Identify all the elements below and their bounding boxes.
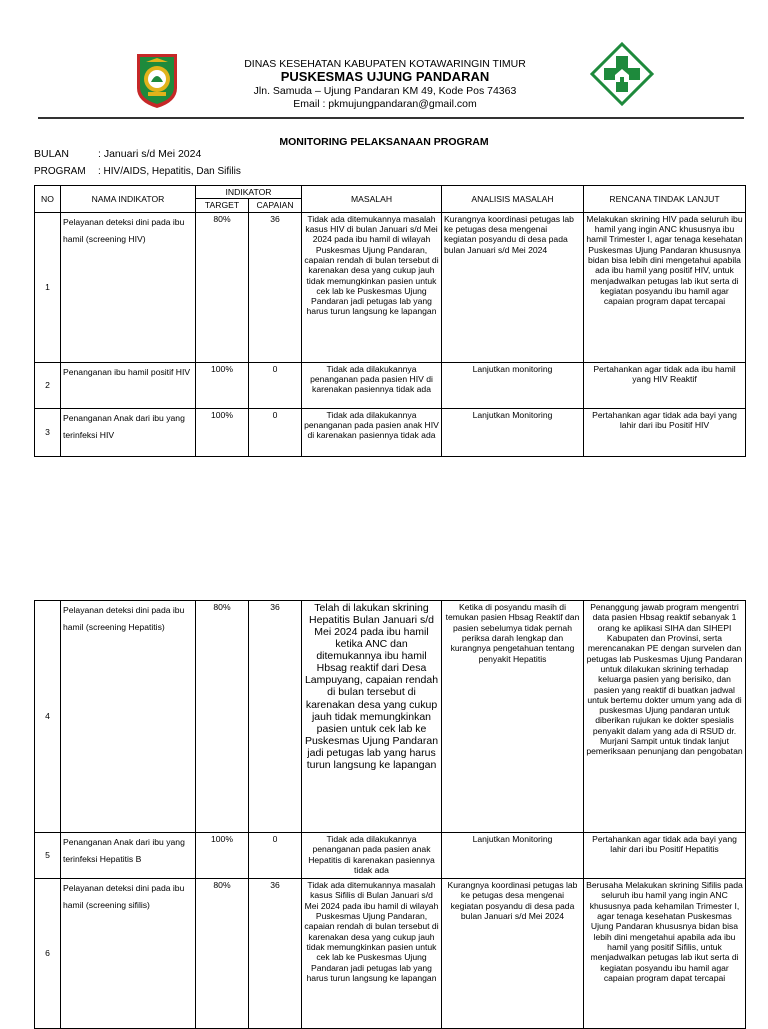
monitoring-table-part-1 (34, 185, 746, 457)
table-row (35, 212, 746, 362)
row-capaian: 36 (249, 879, 302, 1029)
header-masalah: MASALAH (302, 186, 442, 213)
bulan-value: : Januari s/d Mei 2024 (98, 148, 202, 160)
bulan-line (34, 148, 201, 160)
row-target: 100% (196, 833, 249, 879)
row-target: 80% (196, 601, 249, 833)
row-no: 2 (35, 362, 61, 408)
table-row (35, 408, 746, 456)
puskesmas-green-cross-icon (590, 42, 654, 106)
row-nama-indikator: Pelayanan deteksi dini pada ibu hamil (screening HIV) (61, 212, 196, 362)
table-row (35, 362, 746, 408)
row-capaian: 0 (249, 362, 302, 408)
row-no: 5 (35, 833, 61, 879)
table-row (35, 601, 746, 833)
row-rencana: Penanggung jawab program mengentri data pasien Hbsag reaktif sebanyak 1 orang ke aplikasi SIHA dan SIHEPI Kabupaten dan Provinsi, serta merencanakan PE dengan survelen dan petugas lab Puskesmas Ujung Pandaran untuk dilakukan skrining terhadap keluarga pasien yang berisiko, dan pasien yang reaktif di buatkan jadwal untuk bertemu dokter umum yang ada di puskesmas Ujung pandaran untuk diberikan rujukan ke dokter spesialis penyakit dalam yang ada di RSUD dr. Murjani Sampit untuk tindak lanjut pemeriksaan penunjang dan pengobatan (584, 601, 746, 833)
row-masalah: Telah di lakukan skrining Hepatitis Bulan Januari s/d Mei 2024 pada ibu hamil ketika ANC dan ditemukannya ibu hamil Hbsag reaktif dari Desa Lampuyang, capaian rendah di bulan tersebut di karenakan desa yang cukup jauh tidak memungkinkan pasien untuk cek lab ke Puskesmas Ujung Pandaran jadi petugas lab yang harus turun langsung ke lapangan (302, 601, 442, 833)
bulan-label: BULAN (34, 148, 70, 160)
row-capaian: 0 (249, 408, 302, 456)
table-row (35, 879, 746, 1029)
row-target: 80% (196, 212, 249, 362)
row-nama-indikator: Pelayanan deteksi dini pada ibu hamil (screening Hepatitis) (61, 601, 196, 833)
row-analisis: Lanjutkan monitoring (442, 362, 584, 408)
document-title: MONITORING PELAKSANAAN PROGRAM (279, 136, 489, 148)
row-nama-indikator: Penanganan Anak dari ibu yang terinfeksi Hepatitis B (61, 833, 196, 879)
row-analisis: Kurangnya koordinasi petugas lab ke petugas desa mengenai kegiatan posyandu di desa pada bulan Januari s/d Mei 2024 (442, 212, 584, 362)
row-nama-indikator: Pelayanan deteksi dini pada ibu hamil (screening sifilis) (61, 879, 196, 1029)
row-rencana: Pertahankan agar tidak ada ibu hamil yang HIV Reaktif (584, 362, 746, 408)
row-nama-indikator: Penanganan Anak dari ibu yang terinfeksi HIV (61, 408, 196, 456)
program-value: : HIV/AIDS, Hepatitis, Dan Sifilis (98, 166, 241, 177)
row-rencana: Pertahankan agar tidak ada bayi yang lahir dari ibu Positif HIV (584, 408, 746, 456)
row-rencana: Melakukan skrining HIV pada seluruh ibu hamil yang ingin ANC khususnya ibu hamil Trimester I, agar tenaga kesehatan Puskesmas Ujung Pandaran khususnya bidan bisa lebih dini mengetahui apabila ada ibu hamil yang positif HIV, untuk menjadwalkan petugas lab ikut serta di kegiatan posyandu ibu hamil agar capaian program dapat tercapai (584, 212, 746, 362)
row-rencana: Berusaha Melakukan skrining Sifilis pada seluruh ibu hamil yang ingin ANC khususnya pada kehamilan Trimester I, agar tenaga kesehatan Puskesmas Ujung Pandaran khususnya bidan bisa lebih dini mengetahui apabila ada ibu hamil yang positif Sifilis, untuk menjadwalkan petugas lab ikut serta di kegiatan posyandu ibu hamil agar capaian program dapat tercapai (584, 879, 746, 1029)
row-target: 80% (196, 879, 249, 1029)
row-capaian: 36 (249, 212, 302, 362)
header-no: NO (35, 186, 61, 213)
row-analisis: Kurangnya koordinasi petugas lab ke petugas desa mengenai kegiatan posyandu di desa pada bulan Januari s/d Mei 2024 (442, 879, 584, 1029)
kotawaringin-timur-emblem-icon (134, 52, 180, 110)
table-row (35, 833, 746, 879)
header-analisis-masalah: ANALISIS MASALAH (442, 186, 584, 213)
header-nama-indikator: NAMA INDIKATOR (61, 186, 196, 213)
row-masalah: Tidak ada dilakukannya penanganan pada pasien anak Hepatitis di karenakan pasiennya tidak ada (302, 833, 442, 879)
row-masalah: Tidak ada dilakukannya penanganan pada pasien HIV di karenakan pasiennya tidak ada (302, 362, 442, 408)
row-target: 100% (196, 362, 249, 408)
row-no: 4 (35, 601, 61, 833)
row-capaian: 0 (249, 833, 302, 879)
row-target: 100% (196, 408, 249, 456)
program-line (34, 166, 241, 177)
row-rencana: Pertahankan agar tidak ada bayi yang lahir dari ibu Positif Hepatitis (584, 833, 746, 879)
row-no: 6 (35, 879, 61, 1029)
header-target: TARGET (196, 199, 249, 212)
row-analisis: Lanjutkan Monitoring (442, 833, 584, 879)
puskesmas-name: PUSKESMAS UJUNG PANDARAN (280, 69, 490, 84)
agency-name: DINAS KESEHATAN KABUPATEN KOTAWARINGIN TIMUR (244, 58, 526, 70)
program-label: PROGRAM (34, 166, 86, 177)
monitoring-table-part-2 (34, 600, 746, 1029)
row-nama-indikator: Penanganan ibu hamil positif HIV (61, 362, 196, 408)
row-no: 3 (35, 408, 61, 456)
header-divider (38, 117, 744, 119)
email: Email : pkmujungpandaran@gmail.com (293, 98, 477, 110)
row-no: 1 (35, 212, 61, 362)
header-indikator: INDIKATOR (196, 186, 302, 199)
header-capaian: CAPAIAN (249, 199, 302, 212)
header-rencana-tindak-lanjut: RENCANA TINDAK LANJUT (584, 186, 746, 213)
row-masalah: Tidak ada ditemukannya masalah kasus Sifilis di Bulan Januari s/d Mei 2024 pada ibu hamil di wilayah Puskesmas Ujung Pandaran, capaian rendah di bulan tersebut di karenakan desa yang cukup jauh tidak memungkinkan pasien untuk cek lab ke Puskesmas Ujung Pandaran jadi petugas lab yang harus turun langsung ke lapangan (302, 879, 442, 1029)
row-analisis: Ketika di posyandu masih di temukan pasien Hbsag Reaktif dan pasien sebelumya tidak pernah periksa darah lengkap dan kurangnya pengetahuan tentang penyakit Hepatitis (442, 601, 584, 833)
address: Jln. Samuda – Ujung Pandaran KM 49, Kode Pos 74363 (253, 85, 517, 97)
row-analisis: Lanjutkan Monitoring (442, 408, 584, 456)
row-masalah: Tidak ada dilakukannya penanganan pada pasien anak HIV di karenakan pasiennya tidak ada (302, 408, 442, 456)
row-capaian: 36 (249, 601, 302, 833)
row-masalah: Tidak ada ditemukannya masalah kasus HIV di bulan Januari s/d Mei 2024 pada ibu hamil di wilayah Puskesmas Ujung Pandaran, capaian rendah di bulan tersebut di karenakan desa yang cukup jauh tidak memungkinkan pasien untuk cek lab ke Puskesmas Ujung Pandaran jadi petugas lab yang harus turun langsung ke lapangan (302, 212, 442, 362)
